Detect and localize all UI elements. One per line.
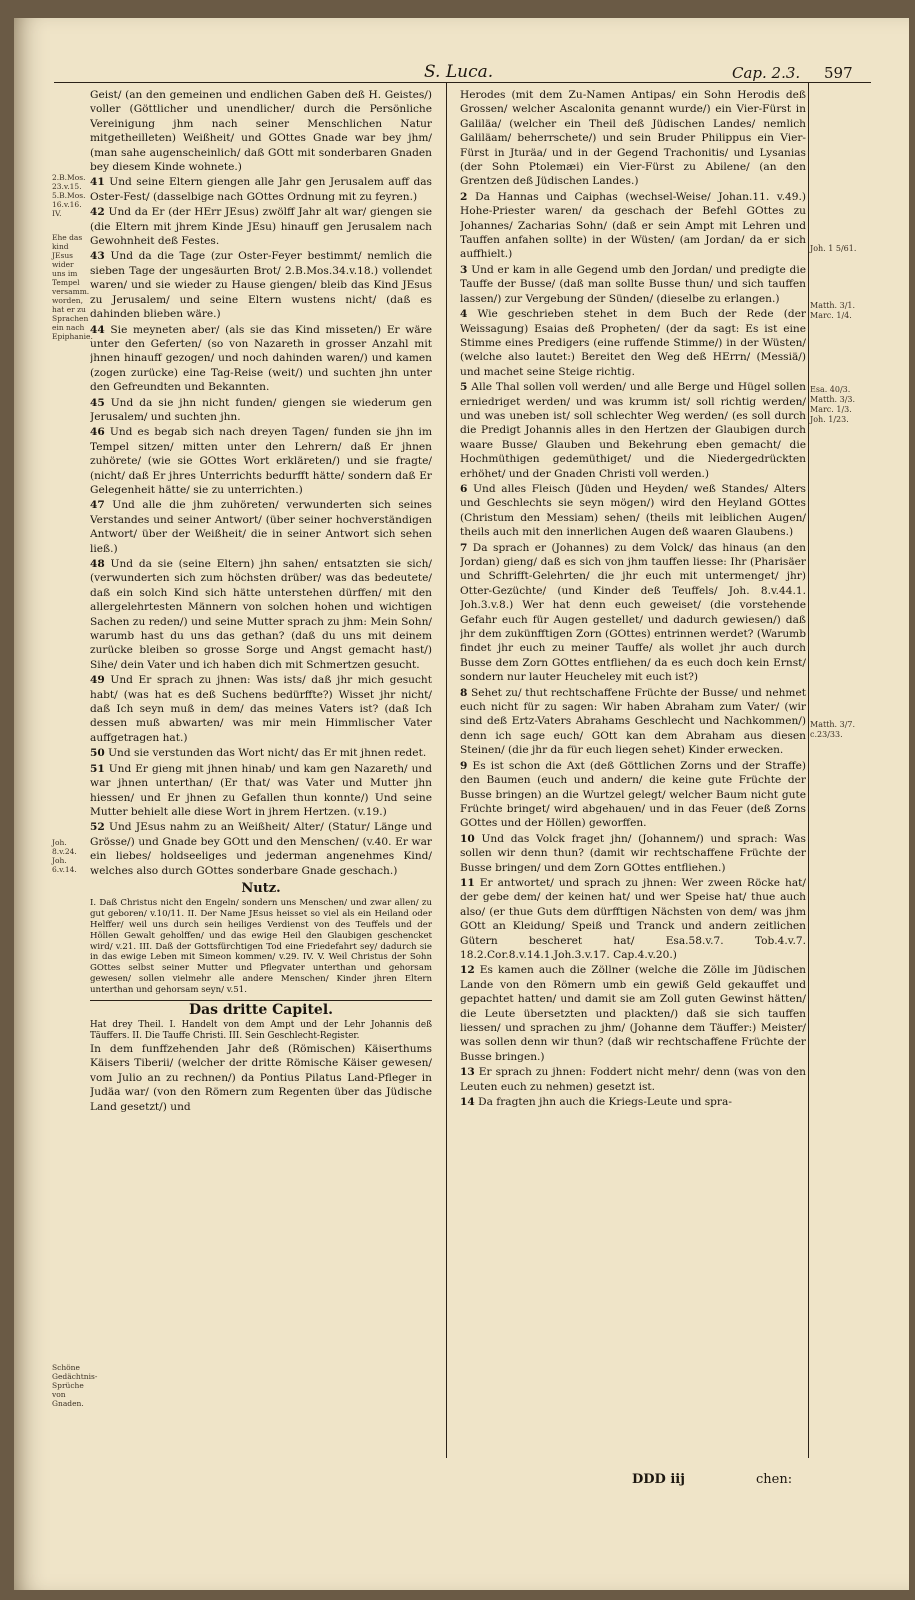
verse [90,249,432,321]
verse-number: 10 [460,832,475,845]
page-number: 597 [824,64,853,82]
verse-text: Da Hannas und Caiphas (wechsel-Weise/ Johan.11. v.49.) Hohe-Priester waren/ da geschach der Befehl GOttes zu Johannes/ Zacharias Sohn/ (daß er sein Ampt mit Lehren und Tauffen anfahen sollte) in der Wüsten/ (am Jordan/ da er sich auffhielt.) [460,190,806,261]
verse-number: 4 [460,308,468,321]
verse [460,686,806,758]
verse-text: Sehet zu/ thut rechtschaffene Früchte der Busse/ und nehmet euch nicht für zu sagen: Wir haben Abraham zum Vater/ (wir sind deß Ertz-Vaters Abrahams Geschlecht und Nachkommen/) denn ich sage euch/ GOtt kan dem Abraham aus diesen Steinen/ (die jhr da für euch liegen sehet) Kinder erwecken. [460,686,806,757]
verse [460,832,806,875]
verse-number: 51 [90,762,105,775]
verse [90,175,432,204]
verse-text: Und Er gieng mit jhnen hinab/ und kam gen Nazareth/ und war jhnen unterthan/ (Er that/ was Vater und Mutter jhn hiessen/ und Er jhnen zu Gefallen thun konnte/) Und seine Mutter behielt alle diese Wort in jhrem Hertzen. (v.19.) [90,762,432,818]
verse-number: 46 [90,426,105,439]
verse-text: Und sie verstunden das Wort nicht/ das Er mit jhnen redet. [108,747,427,760]
margin-note-right: Matth. 3/1. Marc. 1/4. [810,301,856,320]
verse-text: Und da sie (seine Eltern) jhn sahen/ entsatzten sie sich/ (verwunderten sich zum höchsten drüber/ was das bedeutete/ daß ein solch Kind sich hätte unterstehen dürffen/ mit den allergelehrtesten Männern von solchen hohen und wichtigen Sachen zu reden/) und seine Mutter sprach zu jhm: Mein Sohn/ warumb hast du uns das gethan? (daß du uns mit deinem zurücke bleiben so grosse Sorge und Angst gemacht hast/) Sihe/ dein Vater und ich haben dich mit Schmertzen gesucht. [90,558,432,671]
verse-number: 48 [90,558,105,570]
verse-text: Er antwortet/ und sprach zu jhnen: Wer zween Röcke hat/ der gebe dem/ der keinen hat/ und wer Speise hat/ thue auch also/ (er thue Guts dem dürfftigen Nächsten von dem/ was jhm GOtt an Kleidung/ Speiß und Tranck und andern zeitlichen Gütern bescheret hat/ Esa.58.v.7. Tob.4.v.7. 18.2.Cor.8.v.14.1.Joh.3.v.17. Cap.4.v.20.) [460,876,806,961]
verse [460,307,806,379]
verse-text: Und alle die jhm zuhöreten/ verwunderten sich seines Verstandes und seiner Antwort/ (über seiner hochverständigen Antwort/ über der Weißheit/ die in seiner Antwort sich sehen ließ.) [90,499,432,555]
verse [90,557,432,672]
verse-text: Und da die Tage (zur Oster-Feyer bestimmt/ nemlich die sieben Tage der ungesäurten Brot/ 2.B.Mos.34.v.18.) vollendet waren/ und sie wieder zu Hause giengen/ bleib das Kind JEsus zu Jerusalem/ und seine Eltern wustens nicht/ (daß es dahinden blieben wäre.) [90,250,432,321]
verse [90,396,432,425]
verse-number: 45 [90,396,105,409]
margin-note-left: 2.B.Mos. 23.v.15. 5.B.Mos. 16.v.16. IV. [52,173,86,218]
verse-number: 49 [90,674,105,687]
verse-number: 9 [460,759,468,772]
header-rule [54,82,871,83]
verse-text: Da fragten jhn auch die Kriegs-Leute und spra- [478,1096,732,1109]
verse-number: 8 [460,686,468,699]
verse [460,963,806,1064]
verse [90,762,432,820]
verse-text: Und alles Fleisch (Jüden und Heyden/ weß Standes/ Alters und Geschlechts sie seyn mögen/) wird den Heyland GOttes (Christum den Messiam) sehen/ (theils mit leiblichen Augen/ theils auch mit den innerlichen Augen deß waaren Glaubens.) [460,482,806,539]
verse [460,759,806,831]
verse [460,88,806,189]
margin-note-right: Matth. 3/7. c.23/33. [810,720,856,739]
verse-number: 14 [460,1096,475,1109]
verse-text: Es ist schon die Axt (deß Göttlichen Zorns und der Straffe) den Baumen (euch und andern/ die keine gute Früchte der Busse bringen) an die Wurtzel gelegt/ welcher Baum nicht gute Früchte bringet/ wird abgehauen/ und in das Feuer (deß Zorns GOttes und der Höllen) geworffen. [460,759,806,830]
verse-text: Wie geschrieben stehet in dem Buch der Rede (der Weissagung) Esaias deß Propheten/ (der da sagt: Es ist eine Stimme eines Predigers (eine ruffende Stimme/) in der Wüsten/ (welche also lautet:) Bereitet den Weg deß HErrn/ (Messiä/) und machet seine Steige richtig. [460,308,806,378]
verse-number: 2 [460,190,468,203]
left-text-column [90,88,432,1446]
verse [90,820,432,878]
verse-text: Und da Er (der HErr JEsus) zwölff Jahr alt war/ giengen sie (die Eltern mit jhrem Kinde JEsu) hinauff gen Jerusalem nach Gewohnheit deß Festes. [90,206,432,248]
verse [460,380,806,481]
verse [460,190,806,262]
chapter-indicator: Cap. 2.3. [732,64,801,82]
verse-number: 12 [460,964,475,977]
verse [90,746,432,760]
verse [90,498,432,556]
verse [90,425,432,497]
verse-text: Und er kam in alle Gegend umb den Jordan/ und predigte die Tauffe der Busse/ (daß man sollte Busse thun/ und sich tauffen lassen/) zur Vergebung der Sünden/ (dieselbe zu erlangen.) [460,263,806,305]
verse-text: Und da sie jhn nicht funden/ giengen sie wiederum gen Jerusalem/ und suchten jhn. [90,396,432,423]
verse [460,263,806,306]
catchword: chen: [756,1472,793,1487]
margin-note-left: Joh. 8.v.24. Joh. 6.v.14. [52,838,77,874]
verse-number: 6 [460,482,468,495]
verse-number: 41 [90,176,105,189]
verse-number: 52 [90,821,105,834]
chapter-heading: Das dritte Capitel. [90,1000,432,1017]
verse-number: 5 [460,381,468,394]
verse-text: Es kamen auch die Zöllner (welche die Zölle im Jüdischen Lande von den Römern umb ein gewiß Geld gekauffet und gepachtet hatten/ und damit sie am Zoll guten Gewinst hätten/ die Leute übersetzten und plackten/) daß sie sich tauffen liessen/ und sprachen zu jhm/ (Johanne dem Täuffer:) Meister/ was sollen denn wir thun? (daß wir rechtschaffene Früchte der Busse bringen.) [460,964,806,1063]
verse-text: Und das Volck fraget jhn/ (Johannem/) und sprach: Was sollen wir denn thun? (damit wir rechtschaffene Früchte der Busse bringen/ und dem Zorn GOttes entfliehen.) [460,832,806,874]
verse [460,1065,806,1094]
verse-number: 7 [460,541,468,554]
verse-text: Und es begab sich nach dreyen Tagen/ funden sie jhn im Tempel sitzen/ mitten unter den Lehrern/ daß Er jhnen zuhörete/ (wie sie GOttes Wort erkläreten/) und sie fragte/ (nicht/ daß Er jhres Unterrichts bedurfft hätte/ sondern daß Er Gelegenheit hätte/ sie zu unterrichten.) [90,426,432,496]
verse-text: Sie meyneten aber/ (als sie das Kind misseten/) Er wäre unter den Geferten/ (so von Nazareth in grosser Anzahl mit jhnen hinauff gezogen/ und noch dahinden waren/) und kamen (zogen zurücke) eine Tag-Reise (weit/) und suchten jhn unter den Gefreundten und Bekannten. [90,323,432,394]
margin-note-right: Esa. 40/3. Matth. 3/3. Marc. 1/3. Joh. 1/23. [810,385,856,424]
verse [90,205,432,248]
verse-number: 11 [460,876,475,889]
verse [90,673,432,745]
verse [460,1095,806,1109]
verse-text: Und JEsus nahm zu an Weißheit/ Alter/ (Statur/ Länge und Grösse/) und Gnade bey GOtt und den Menschen/ (v.40. Er war ein liebes/ holdseeliges und jederman angenehmes Kind/ welches also durch GOttes sonderbare Gnade geschach.) [90,821,432,877]
margin-rule [808,82,809,1458]
signature-mark: DDD iij [632,1472,685,1487]
margin-note-right: Joh. 1 5/61. [810,244,857,253]
verse-number: 13 [460,1066,475,1079]
margin-note-left: Ehe das kind JEsus wider uns im Tempel versamm. worden, hat er zu Sprachen ein nach Epiphanie. [52,233,93,341]
verse-text: Alle Thal sollen voll werden/ und alle Berge und Hügel sollen erniedriget werden/ und was krumm ist/ soll richtig werden/ und was uneben ist/ soll schlechter Weg werden/ (es soll durch die Predigt Johannis alles in den Hertzen der Glaubigen durch waare Busse/ Glauben und Bekehrung eben gemacht/ die Hochmüthigen gedemüthiget/ und die Niedergedrückten erhöhet/ und der Gnaden Christi voll werden.) [460,381,806,480]
running-title: S. Luca. [424,62,494,82]
verse-number: 44 [90,323,105,336]
verse-text: Und Er sprach zu jhnen: Was ists/ daß jhr mich gesucht habt/ (was hat es deß Suchens bedürffte?) Wisset jhr nicht/ daß Ich seyn muß in dem/ das meines Vaters ist? (daß Ich dessen muß abwarten/ was mir mein Himmlischer Vater auffgetragen hat.) [90,674,432,744]
chapter-summary: Hat drey Theil. I. Handelt von dem Ampt und der Lehr Johannis deß Täuffers. II. Die Tauffe Christi. III. Sein Geschlecht-Register. [90,1019,432,1041]
verse [460,541,806,685]
verse-text: Herodes (mit dem Zu-Namen Antipas/ ein Sohn Herodis deß Grossen/ welcher Ascalonita genannt wurde/) ein Vier-Fürst in Galiläa/ (welcher ein Theil deß Jüdischen Landes/ nemlich Galiläam/ beherrschete/) und sein Bruder Philippus ein Vier-Fürst in Jturäa/ und in der Gegend Trachonitis/ und Lysanias (der Sohn Ptolemæi) ein Vier-Fürst zu Abilene/ (an den Grentzen deß Jüdischen Landes.) [460,89,806,188]
verse-text: Und seine Eltern giengen alle Jahr gen Jerusalem auff das Oster-Fest/ (dasselbige nach GOttes Ordnung mit zu feyren.) [90,176,432,203]
verse-text: Da sprach er (Johannes) zu dem Volck/ das hinaus (an den Jordan) gieng/ daß es sich von jhm tauffen liesse: Ihr (Pharisäer und Schrifft-Gelehrten/ die jhr euch mit untermenget/ jhr) Otter-Gezüchte/ (und Kinder deß Teuffels/ Joh. 8.v.44.1. Joh.3.v.8.) Wer hat denn euch geweiset/ (die vorstehende Gefahr euch für Augen gestellet/ und dadurch gewiesen/) daß jhr dem zukünfftigen Zorn (GOttes) entrinnen werdet? (Warumb findet jhr euch zu meiner Tauffe/ als wollet jhr auch durch Busse dem Zorn GOttes entfliehen/ da es euch doch kein Ernst/ sondern nur lauter Heucheley mit euch ist?) [460,541,806,684]
nutz-heading: Nutz. [241,880,281,896]
nutz-text: I. Daß Christus nicht den Engeln/ sondern uns Menschen/ und zwar allen/ zu gut geboren/ v.10/11. II. Der Name JEsus heisset so viel als ein Heiland oder Helffer/ weil uns durch sein heiliges Verdienst von des Teuffels und der Höllen Gewalt geholffen/ und das ewige Heil den Glaubigen geschencket wird/ v.21. III. Daß der Gottsfürchtigen Tod eine Friedefahrt sey/ dadurch sie in das ewige Leben mit Simeon kommen/ v.29. IV. V. Weil Christus der Sohn GOttes selbst seiner Mutter und Pflegvater unterthan und gehorsam gewesen/ sollen vielmehr alle andere Menschen/ Kinder jhren Eltern unterthan und gehorsam seyn/ v.51. [90,898,432,995]
verse-number: 42 [90,206,105,219]
verse [460,482,806,540]
column-divider [446,82,447,1458]
right-text-column [460,88,806,1458]
verse-number: 43 [90,250,105,263]
margin-note-left: Schöne Gedächtnis-Sprüche von Gnaden. [52,1363,98,1408]
verse-number: 3 [460,263,468,276]
verse-text: Er sprach zu jhnen: Foddert nicht mehr/ denn (was von den Leuten euch zu nehmen) gesetzt ist. [460,1066,806,1093]
verse-number: 50 [90,747,105,760]
verse [90,88,432,174]
verse [460,876,806,962]
chapter-first-verse: In dem funffzehenden Jahr deß (Römischen) Käiserthums Käisers Tiberii/ (welcher der dritte Römische Käiser gewesen/ vom Julio an zu rechnen/) da Pontius Pilatus Land-Pfleger in Judäa war/ (von den Römern zum Regenten über das Jüdische Land gesetzt/) und [90,1042,432,1113]
verse [90,323,432,395]
verse-text: Geist/ (an den gemeinen und endlichen Gaben deß H. Geistes/) voller (Göttlicher und unendlicher/ durch die Persönliche Vereinigung jhm nach seiner Menschlichen Natur mitgetheilleten) Weißheit/ und GOttes Gnade war bey jhm/ (man sahe augenscheinlich/ daß GOtt mit sonderbaren Gnaden bey diesem Kinde wohnete.) [90,89,432,174]
book-page [14,18,909,1590]
verse-number: 47 [90,499,105,512]
